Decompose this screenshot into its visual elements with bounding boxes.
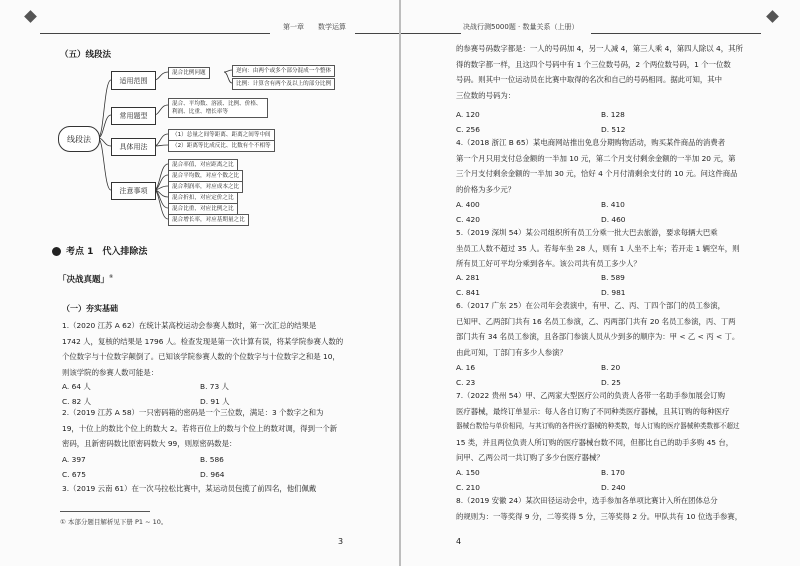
text-line: 三位数的号码为： <box>456 90 516 100</box>
leaf-usage-1: （1）总量之间等距离、距离之间等中间 <box>168 129 275 141</box>
subsection-title: （一）夯实基础 <box>62 304 118 313</box>
text-line: 15 类，并且两位负责人所订购的医疗器械台数不同，但都比自己的助手多购 45 台， <box>456 437 734 447</box>
option: C. 420 <box>456 215 480 224</box>
branch-question-types: 常用题型 <box>111 107 156 125</box>
option: A. 150 <box>456 468 480 477</box>
option: D. 240 <box>601 483 626 492</box>
option: D. 460 <box>601 215 626 224</box>
connector <box>154 134 168 146</box>
left-page <box>0 0 399 566</box>
text-line: 医疗器械，最终订单显示：每人各自订购了不同种类医疗器械，且其订购的每种医疗 <box>456 406 730 416</box>
text-line: 1742 人，复核的结果是 1796 人。检查发现是第一次计算有误，将某学院参赛人数的 <box>62 336 344 346</box>
header-rule <box>401 33 461 34</box>
option: B. 20 <box>601 363 621 372</box>
question-2 <box>62 405 337 452</box>
leaf-usage-2: （2）距离等比成反比、比数有个不相等 <box>168 140 275 152</box>
juezhan-heading <box>58 273 113 285</box>
option: C. 23 <box>456 378 476 387</box>
option: A. 16 <box>456 363 476 372</box>
text-line: 个位数字与十位数字颠倒了。已知该学院参赛人数的个位数字与十位数字之和是 10， <box>62 352 340 361</box>
chapter-label: 第一章 <box>283 23 304 31</box>
juezhan-text: 「决战真题」 <box>58 275 110 285</box>
connector <box>224 72 232 83</box>
page-number: 4 <box>456 537 462 546</box>
leaf-note-6: 混合增长率，对应基期量之比 <box>168 214 249 226</box>
text-line: 的价格为多少元？ <box>456 184 516 194</box>
text-line: 6.（2017 广东 25）在公司年会表演中，有甲、乙、丙、丁四个部门的员工参演， <box>456 301 726 310</box>
header-rule <box>591 33 761 34</box>
option: A. 400 <box>456 200 480 209</box>
question-1 <box>62 318 343 380</box>
option: C. 82 人 <box>62 397 92 406</box>
footnote: ① 本部分题目解析见下册 P1 ~ 10。 <box>60 518 168 526</box>
connector <box>154 105 168 115</box>
book-title: 决战行测5000题 · 数量关系（上册） <box>463 23 579 31</box>
text-line: 则该学院的参赛人数可能是： <box>62 367 159 377</box>
kaodian-text: 考点 1 代入排除法 <box>66 247 148 257</box>
text-line: 3.（2019 云南 61）在一次马拉松比赛中，某运动员包揽了前四名，他们佩戴 <box>62 484 317 493</box>
option: D. 25 <box>601 378 621 387</box>
bullet-icon <box>52 247 61 256</box>
question-3 <box>62 481 316 497</box>
option: A. 120 <box>456 110 480 119</box>
option: D. 964 <box>200 470 225 479</box>
leaf-reverse: 逆向：由两个或多个部分混成一个整体 <box>232 65 335 77</box>
text-line: 坐员工人数不超过 35 人。若每车坐 28 人，则有 1 人坐不上车；若开走 1 辆空车，则 <box>456 243 740 253</box>
chapter-title: 数学运算 <box>318 23 346 31</box>
text-line: 问甲、乙两公司一共订购了多少台医疗器械？ <box>456 453 604 462</box>
text-line: 2.（2019 江苏 A 58）一只密码箱的密码是一个三位数，满足：3 个数字之和为 <box>62 408 324 417</box>
branch-usage: 具体用法 <box>111 138 156 156</box>
option: D. 981 <box>601 288 626 297</box>
leaf-question-types: 混合、平均数、溶液、比例、价格、利润、比重、增长率等 <box>168 98 268 118</box>
option: B. 73 人 <box>200 382 229 391</box>
question-3-continued <box>456 41 743 103</box>
leaf-note-5: 混合比重，对应比例之比 <box>168 203 238 215</box>
option: B. 589 <box>601 273 625 282</box>
text-line: 已知甲、乙两部门共有 16 名员工参演，乙、丙两部门共有 20 名员工参演，丙、丁两 <box>456 316 736 326</box>
page-number: 3 <box>338 537 344 546</box>
question-4 <box>456 135 738 197</box>
kaodian-heading <box>52 244 147 257</box>
connector <box>224 70 232 72</box>
option: C. 841 <box>456 288 480 297</box>
connector <box>154 72 168 80</box>
juezhan-footnote-mark: ① <box>109 274 114 281</box>
question-6 <box>456 298 739 360</box>
branch-notes: 注意事项 <box>111 182 156 200</box>
option: B. 128 <box>601 110 625 119</box>
option: C. 675 <box>62 470 86 479</box>
option: B. 586 <box>200 455 224 464</box>
option: A. 281 <box>456 273 480 282</box>
connector <box>154 190 168 208</box>
option: B. 410 <box>601 200 625 209</box>
option: C. 210 <box>456 483 480 492</box>
question-7 <box>456 388 740 466</box>
text-line: 5.（2019 深圳 54）某公司组织所有员工分乘一批大巴去旅游，要求每辆大巴乘 <box>456 228 718 237</box>
text-line: 器械台数恰与单价相同，与其订购的各件医疗器械的种类数，每人订购的医疗器械种类数都不超过 <box>456 422 740 430</box>
option: C. 256 <box>456 125 480 134</box>
text-line: 的规则为：一等奖得 9 分，二等奖得 5 分，三等奖得 2 分。甲队共有 10 位选手参赛， <box>456 511 743 521</box>
text-line: 所有员工好可平均分乘到各车。该公司共有员工多少人？ <box>456 259 641 268</box>
option: D. 91 人 <box>200 397 230 406</box>
leaf-note-3: 混合利润率，对应成本之比 <box>168 181 243 193</box>
leaf-note-4: 混合折扣，对应定价之比 <box>168 192 238 204</box>
text-line: 密码，且新密码数比原密码数大 99，则原密码数是： <box>62 439 237 448</box>
leaf-note-2: 混合平均数，对应个数之比 <box>168 170 243 182</box>
option: D. 512 <box>601 125 626 134</box>
text-line: 1.（2020 江苏 A 62）在统计某高校运动会参赛人数时，第一次汇总的结果是 <box>62 321 317 330</box>
right-page <box>401 0 800 566</box>
text-line: 8.（2019 安徽 24）某次田径运动会中，选手参加各单项比赛计入所在团体总分 <box>456 496 718 505</box>
text-line: 得的数字都一样，且这四个号码中有 1 个三位数号码，2 个两位数号码，1 个一位数 <box>456 59 731 69</box>
leaf-ratio: 比例：计算含有两个及以上的部分比例 <box>232 78 335 90</box>
connector <box>98 80 111 138</box>
footnote-rule <box>60 511 150 512</box>
text-line: 由此可知，丁部门有多少人参演？ <box>456 347 567 357</box>
branch-scope: 适用范围 <box>111 71 156 90</box>
option: A. 64 人 <box>62 382 91 391</box>
corner-mark <box>766 10 779 23</box>
mindmap-root: 线段法 <box>58 126 100 152</box>
leaf-note-1: 混合率值，对应距离之比 <box>168 159 238 171</box>
leaf-mixture-ratio: 混合比例问题 <box>168 67 210 79</box>
text-line: 部门共有 34 名员工参演，且各部门参演人员从少到多的顺序为：甲 < 乙 < 丙 < 丁。 <box>456 332 740 341</box>
option: A. 397 <box>62 455 86 464</box>
text-line: 号码。则其中一位运动员在比赛中取得的名次和自己的号码相同。据此可知，其中 <box>456 75 723 84</box>
question-8 <box>456 493 742 524</box>
option: B. 170 <box>601 468 625 477</box>
text-line: 19，十位上的数比个位上的数大 2。若将百位上的数与个位上的数对调，得到一个新 <box>62 423 338 433</box>
section-title: （五）线段法 <box>60 50 112 60</box>
text-line: 4.（2018 浙江 B 65）某电商网站推出免息分期购物活动，购买某件商品的消费者 <box>456 138 726 147</box>
question-5 <box>456 225 740 272</box>
text-line: 的参赛号码数字都是：一人的号码加 4，另一人减 4，第三人乘 4，第四人除以 4，其所 <box>456 44 743 53</box>
text-line: 7.（2022 贵州 54）甲、乙两家大型医疗公司的负责人各带一名助手参加展会订购 <box>456 391 726 400</box>
text-line: 第一个月只用支付总金额的一半加 10 元，第二个月支付剩余金额的一半加 20 元，第 <box>456 153 736 163</box>
text-line: 三个月支付剩余金额的一半加 30 元，恰好 4 个月付清剩余支付的 10 元。问这件商品 <box>456 169 738 178</box>
